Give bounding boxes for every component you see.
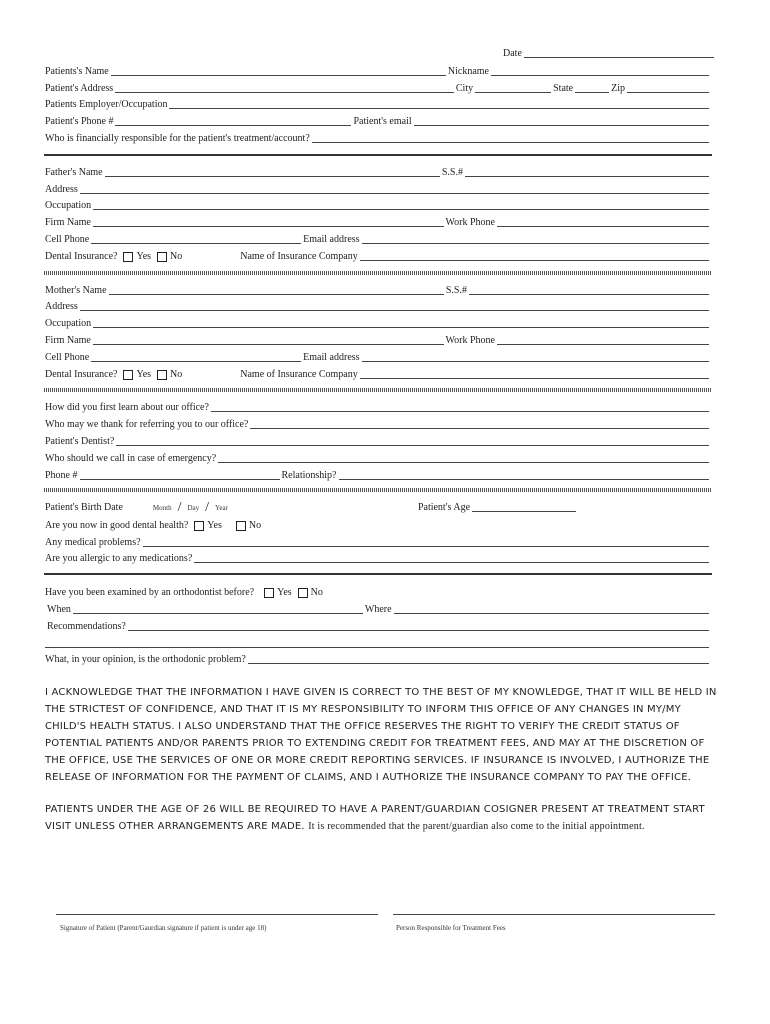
good-health-row [45,518,711,532]
when-field[interactable] [73,604,363,614]
birth-date-label: Patient's Birth Date [45,502,123,513]
mother-firm-row [45,333,711,347]
mother-name-field[interactable] [109,285,444,295]
father-dental-label: Dental Insurance? [45,251,118,262]
mother-dental-yes-option[interactable] [123,369,151,381]
recommendations-row [47,619,711,633]
cosigner-paragraph [45,801,721,835]
financial-responsible-row [45,131,711,145]
cosigner-notice: PATIENTS UNDER THE AGE OF 26 WILL BE REQUIRED TO HAVE A PARENT/GUARDIAN COSIGNER PRESENT AT TREATMENT START VISIT UNLESS OTHER ARRANGEMENTS ARE MADE. [45,804,705,832]
patient-address-row [45,81,711,95]
zip-field[interactable] [627,83,709,93]
state-field[interactable] [575,83,609,93]
father-insurance-field[interactable] [360,251,709,261]
ortho-problem-field[interactable] [248,654,709,664]
mother-dental-yes-label: Yes [136,369,152,380]
dentist-label: Patient's Dentist? [45,436,115,447]
section-divider [44,573,712,575]
relationship-label: Relationship? [281,470,337,481]
checkbox-icon[interactable] [157,370,167,380]
dentist-row [45,434,711,448]
good-health-yes-label: Yes [207,520,222,531]
father-work-phone-field[interactable] [497,217,709,227]
father-name-row [45,165,711,179]
father-ss-field[interactable] [465,167,709,177]
ortho-problem-label: What, in your opinion, is the orthodonic problem? [45,654,246,665]
father-email-label: Email address [303,234,360,245]
father-dental-row [45,249,711,263]
thank-row [45,417,711,431]
patient-employer-row [45,97,711,111]
allergic-row [45,551,711,565]
date-field[interactable] [524,48,714,58]
emergency-field[interactable] [218,453,709,463]
dentist-field[interactable] [116,436,709,446]
where-label: Where [364,604,392,615]
patient-phone-label: Patient's Phone # [45,116,114,127]
acknowledgement-paragraph: I ACKNOWLEDGE THAT THE INFORMATION I HAVE GIVEN IS CORRECT TO THE BEST OF MY KNOWLEDGE, THAT IT WILL BE HELD IN THE STRICTEST OF CONFIDENCE, AND THAT IT IS MY RESPONSIBILITY TO INFORM THIS OFFICE OF ANY CHANGES IN MY/MY CHILD'S HEALTH STATUS. I ALSO UNDERSTAND THAT THE OFFICE RESERVES THE RIGHT TO VERIFY THE CREDIT STATUS OF POTENTIAL PATIENTS AND/OR PARENTS PRIOR TO EXTENDING CREDIT FOR TREATMENT FEES, AND MAY AT THE DISCRETION OF THE OFFICE, USE THE SERVICES OF ONE OR MORE CREDIT REPORTING SERVICES. IF INSURANCE IS INVOLVED, I AUTHORIZE THE RELEASE OF INFORMATION FOR THE PAYMENT OF CLAIMS, AND I AUTHORIZE THE INSURANCE COMPANY TO PAY THE OFFICE. [45,687,717,783]
examined-yes-option[interactable] [264,587,292,599]
father-firm-label: Firm Name [45,217,91,228]
patient-age-label: Patient's Age [417,502,471,513]
patient-age-field[interactable] [472,502,576,512]
patient-signature-line[interactable] [56,914,378,915]
relationship-field[interactable] [339,470,710,480]
good-health-yes-option[interactable] [194,520,222,532]
learn-field[interactable] [211,402,709,412]
examined-yes-label: Yes [277,587,292,598]
birth-year-label: Year [215,504,228,512]
mother-ss-label: S.S.# [445,285,467,296]
checkbox-icon[interactable] [236,521,246,531]
mother-dental-row [45,367,711,381]
recommendations-continued-field[interactable] [45,638,709,648]
checkbox-icon[interactable] [264,588,274,598]
checkbox-icon[interactable] [123,252,133,262]
ortho-problem-row [45,652,711,666]
mother-firm-label: Firm Name [45,335,91,346]
medical-row [45,535,711,549]
birth-day-label: Day [187,504,200,512]
examined-no-label: No [310,587,323,598]
mother-email-field[interactable] [362,352,709,362]
financial-responsible-field[interactable] [312,133,709,143]
father-name-label: Father's Name [45,167,103,178]
mother-occupation-label: Occupation [45,318,92,329]
good-health-label: Are you now in good dental health? [45,520,189,531]
father-dental-yes-option[interactable] [123,251,151,263]
mother-ss-field[interactable] [469,285,709,295]
patient-address-label: Patient's Address [45,83,114,94]
section-divider [44,271,712,275]
mother-email-label: Email address [303,352,360,363]
where-field[interactable] [394,604,709,614]
father-work-phone-label: Work Phone [445,217,495,228]
good-health-no-label: No [248,520,262,531]
date-separator: / [205,500,210,515]
city-label: City [455,83,474,94]
birth-month-label: Month [152,504,172,512]
mother-cell-label: Cell Phone [45,352,90,363]
emergency-phone-label: Phone # [45,470,78,481]
mother-work-phone-field[interactable] [497,335,709,345]
good-health-no-option[interactable] [236,520,261,532]
financial-responsible-label: Who is financially responsible for the patient's treatment/account? [45,133,310,144]
mother-address-label: Address [45,301,78,312]
father-firm-field[interactable] [93,217,444,227]
father-name-field[interactable] [105,167,440,177]
mother-occupation-row [45,316,711,330]
patient-phone-field[interactable] [115,116,351,126]
mother-cell-field[interactable] [91,352,301,362]
father-dental-no-label: No [170,251,183,262]
date-label: Date [503,48,522,59]
date-separator: / [177,500,182,515]
emergency-row [45,451,711,465]
father-cell-field[interactable] [91,234,301,244]
mother-work-phone-label: Work Phone [445,335,495,346]
when-where-row [47,602,711,616]
mother-insurance-label: Name of Insurance Company [240,369,358,380]
father-cell-label: Cell Phone [45,234,90,245]
emergency-phone-row [45,468,711,482]
mother-name-row [45,283,711,297]
mother-address-field[interactable] [80,301,709,311]
learn-label: How did you first learn about our office? [45,402,209,413]
mother-occupation-field[interactable] [93,318,709,328]
father-address-label: Address [45,184,78,195]
patient-email-label: Patient's email [353,116,412,127]
thank-field[interactable] [250,419,709,429]
patient-phone-row [45,114,711,128]
nickname-label: Nickname [447,66,489,77]
learn-row [45,400,711,414]
father-dental-yes-label: Yes [136,251,152,262]
examined-row [45,585,711,599]
zip-label: Zip [611,83,625,94]
checkbox-icon[interactable] [157,252,167,262]
recommendations-field[interactable] [128,621,709,631]
date-row [503,46,716,60]
mother-name-label: Mother's Name [45,285,107,296]
father-ss-label: S.S.# [441,167,463,178]
thank-label: Who may we thank for referring you to our office? [45,419,249,430]
checkbox-icon[interactable] [123,370,133,380]
checkbox-icon[interactable] [194,521,204,531]
mother-dental-no-option[interactable] [157,369,182,381]
checkbox-icon[interactable] [298,588,308,598]
emergency-label: Who should we call in case of emergency? [45,453,217,464]
father-dental-no-option[interactable] [157,251,182,263]
when-label: When [47,604,71,615]
section-divider [44,488,712,492]
section-divider [44,388,712,392]
mother-dental-label: Dental Insurance? [45,369,118,380]
father-occupation-field[interactable] [93,200,709,210]
patient-email-field[interactable] [414,116,709,126]
patient-name-row [45,64,711,78]
medical-field[interactable] [143,537,709,547]
birth-date-row [45,500,711,514]
patient-address-field[interactable] [115,83,454,93]
mother-firm-field[interactable] [93,335,444,345]
mother-dental-no-label: No [170,369,183,380]
state-label: State [553,83,574,94]
father-occupation-row [45,198,711,212]
patient-employer-label: Patients Employer/Occupation [45,99,168,110]
father-occupation-label: Occupation [45,200,92,211]
father-email-field[interactable] [362,234,709,244]
medical-label: Any medical problems? [45,537,141,548]
nickname-field[interactable] [491,66,709,76]
allergic-field[interactable] [194,553,709,563]
father-cell-row [45,232,711,246]
patient-name-label: Patients's Name [45,66,109,77]
responsible-signature-line[interactable] [393,914,715,915]
allergic-label: Are you allergic to any medications? [45,553,193,564]
father-address-field[interactable] [80,184,709,194]
examined-no-option[interactable] [298,587,323,599]
city-field[interactable] [475,83,551,93]
cosigner-recommendation: It is recommended that the parent/guardian also come to the initial appointment. [308,821,645,832]
examined-label: Have you been examined by an orthodontist before? [45,587,255,598]
recommendations-label: Recommendations? [47,621,126,632]
responsible-signature-label: Person Responsible for Treatment Fees [396,924,506,932]
father-insurance-label: Name of Insurance Company [240,251,358,262]
mother-cell-row [45,350,711,364]
father-firm-row [45,215,711,229]
emergency-phone-field[interactable] [80,470,280,480]
section-divider [44,154,712,156]
patient-name-field[interactable] [111,66,446,76]
mother-insurance-field[interactable] [360,369,709,379]
mother-address-row [45,299,711,313]
recommendations-continued-row [45,636,711,650]
patient-signature-label: Signature of Patient (Parent/Gaurdian signature if patient is under age 18) [60,924,267,932]
patient-employer-field[interactable] [169,99,709,109]
father-address-row [45,182,711,196]
